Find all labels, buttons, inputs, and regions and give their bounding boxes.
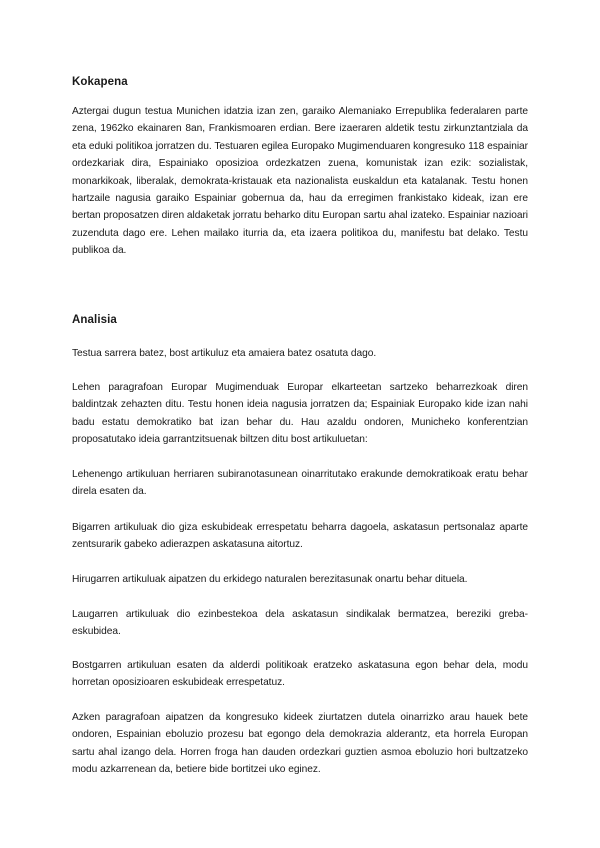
document-page xyxy=(72,0,528,848)
kokapena-paragraph-1: Aztergai dugun testua Munichen idatzia izan zen, garaiko Alemaniako Errepublika federalaren parte zena, 1962ko ekainaren 8an, Frankismoaren erdian. Bere izaeraren aldetik testu zirkunztantziala da eta eduki politikoa jorratzen du. Testuaren egilea Europako Mugimenduaren kongresuko 118 espainiar ordezkariak dira, Espainiako oposizioa ordezkatzen zuena, komunistak izan ezik: sozialistak, monarkikoak, liberalak, demokrata-kristauak eta nazionalista euskaldun eta katalanak. Testu honen hartzaile nagusia garaiko Espainiar gobernua da, hau da erregimen frankistako kideak, izan ere bertan proposatzen diren aldaketak jorratu beharko ditu Europan sartu ahal izateko. Espainiar nazioari zuzenduta dago ere. Lehen mailako iturria da, eta izaera politikoa du, manifestu bat delako. Testu publikoa da. xyxy=(72,106,528,257)
section-heading-analisia: Analisia xyxy=(72,314,117,326)
analisia-paragraph-5: Hirugarren artikuluak aipatzen du erkidego naturalen berezitasunak onartu behar dituela. xyxy=(72,574,468,585)
analisia-paragraph-7: Bostgarren artikuluan esaten da alderdi politikoak eratzeko askatasuna egon behar dela, modu horretan oposizioaren eskubideak errespetatuz. xyxy=(72,660,528,689)
analisia-paragraph-4: Bigarren artikuluak dio giza eskubideak errespetatu beharra dagoela, askatasun pertsonalaz aparte zentsurarik gabeko adierazpen askatasuna aitortuz. xyxy=(72,522,528,551)
analisia-paragraph-6: Laugarren artikuluak dio ezinbestekoa dela askatasun sindikalak bermatzea, bereziki greba-eskubidea. xyxy=(72,609,528,638)
analisia-paragraph-2: Lehen paragrafoan Europar Mugimenduak Europar elkarteetan sartzeko beharrezkoak diren baldintzak zehazten ditu. Testu honen ideia nagusia jorratzen da; Espainiak Europako kide izan nahi badu estatu demokratiko bat izan behar du. Hau azaldu ondoren, Municheko konferentzian proposatutako ideia garrantzitsuenak biltzen ditu bost artikuluetan: xyxy=(72,382,528,446)
analisia-paragraph-3: Lehenengo artikuluan herriaren subiranotasunean oinarritutako erakunde demokratikoak eratu behar direla esaten da. xyxy=(72,469,528,498)
analisia-paragraph-8: Azken paragrafoan aipatzen da kongresuko kideek ziurtatzen dutela oinarrizko arau hauek bete ondoren, Espainian eboluzio prozesu bat egongo dela demokrazia alderantz, eta horrela Europan sartu ahal izango dela. Horren froga han dauden ordezkari guztien asmoa eboluzio hori bultzatzeko modu azkarrenean da, betiere bide bortitzei uko eginez. xyxy=(72,712,528,776)
analisia-paragraph-1: Testua sarrera batez, bost artikuluz eta amaiera batez osatuta dago. xyxy=(72,348,377,359)
section-heading-kokapena: Kokapena xyxy=(72,76,128,88)
